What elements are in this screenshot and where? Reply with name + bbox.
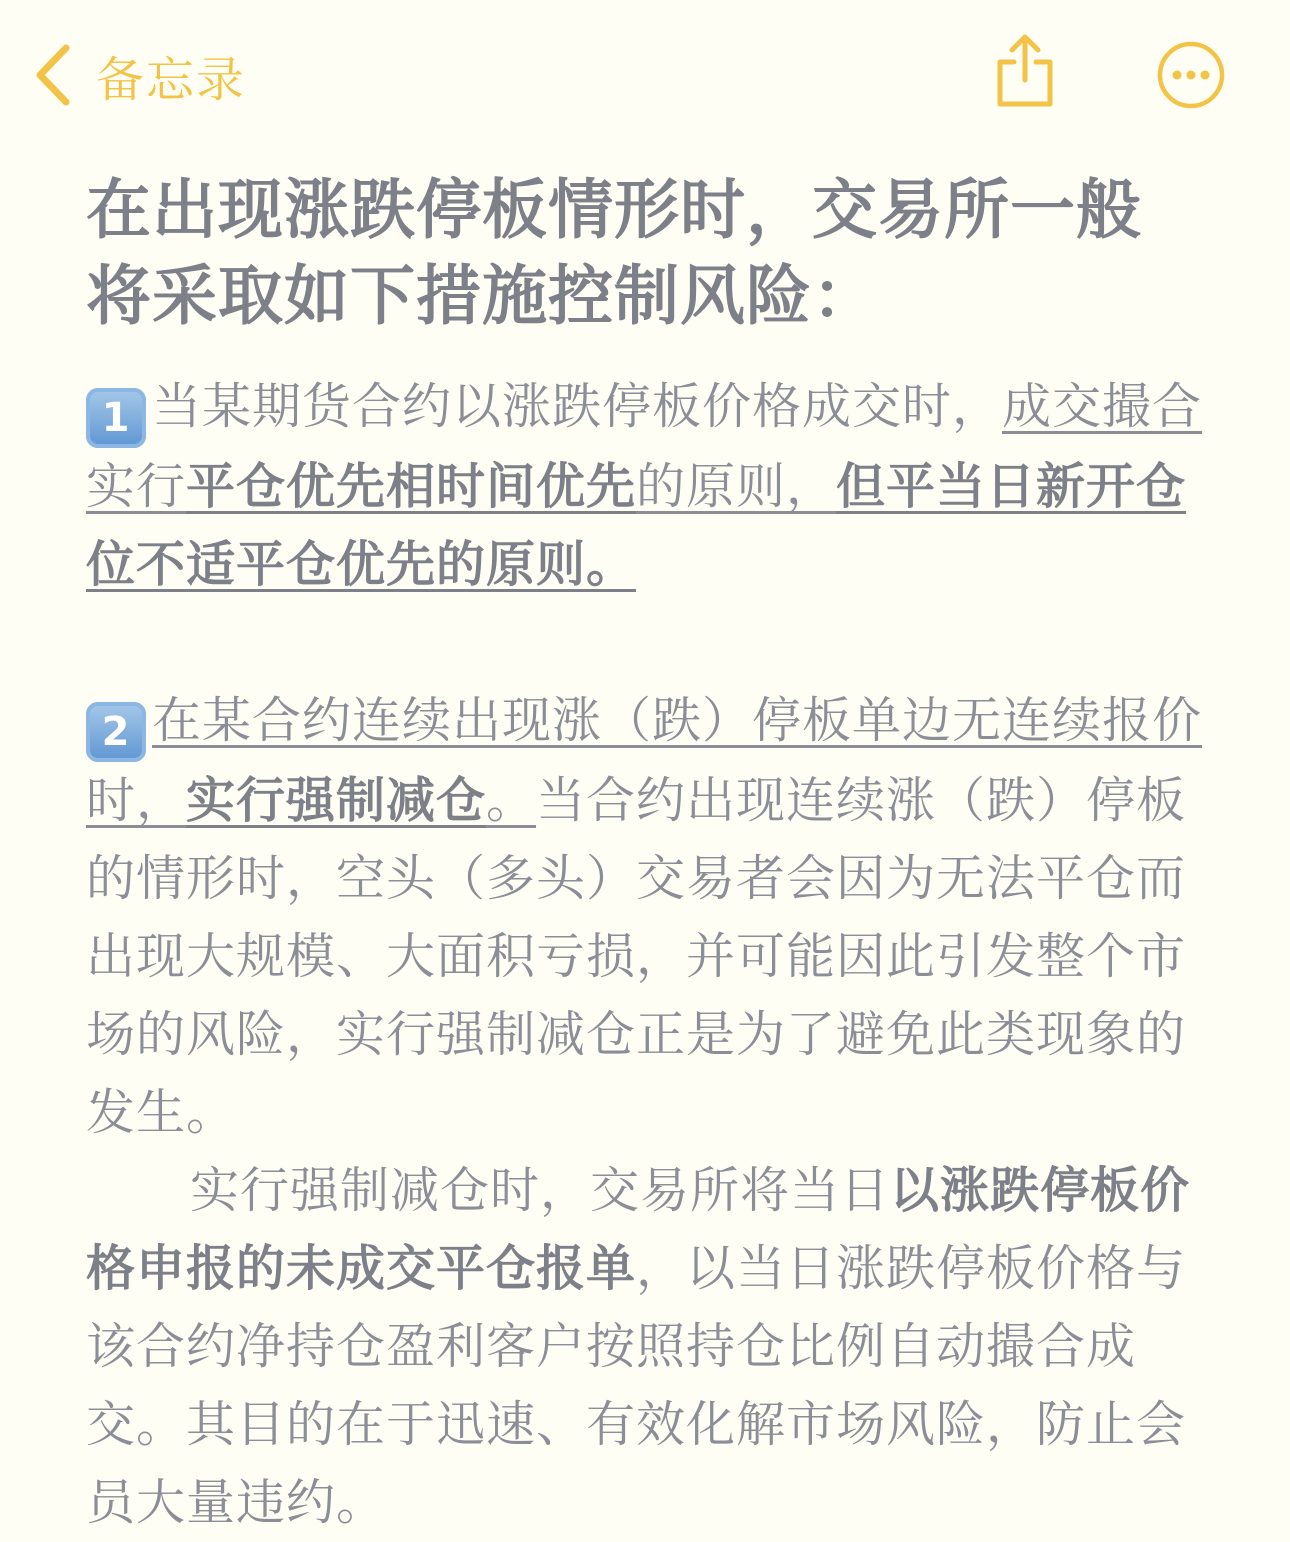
- keycap-two-icon: 2: [86, 702, 146, 762]
- item2-text-d: 当合约出现连续涨（跌）停板的情形时，空头（多头）交易者会因为无法平仓而出现大规模、大面积亏损，并可能因此引发整个市场的风险，实行强制减仓正是为了避免此类现象的发生。: [86, 772, 1187, 1141]
- back-label: 备忘录: [96, 51, 247, 108]
- note-paragraph-3: [86, 1152, 1206, 1542]
- item3-text-a: 实行强制减仓时，交易所将当日: [190, 1162, 891, 1219]
- note-title: 在出现涨跌停板情形时，交易所一般将采取如下措施控制风险：: [86, 173, 1143, 334]
- share-button[interactable]: [992, 32, 1058, 114]
- item3-text-b: 以涨跌停板价格申报的未成交平仓报单: [86, 1162, 1191, 1297]
- navigation-bar: [0, 0, 1290, 150]
- item2-text-c: 。: [486, 772, 537, 829]
- item1-text-b: 成交撮合实行: [86, 378, 1203, 515]
- item1-text-a: 当某期货合约以涨跌停板价格成交时，: [152, 378, 1003, 435]
- note-paragraph-2: [86, 682, 1206, 1152]
- item1-text-c: 平仓优先相时间优先: [186, 458, 637, 515]
- item1-text-e: 但平当日新开仓位不适平仓优先的原则。: [86, 458, 1187, 593]
- keycap-one-icon: 1: [86, 388, 146, 448]
- item2-text-a: 在某合约连续出现涨（跌）停板单边无连续报价时，: [86, 692, 1203, 829]
- item2-text-b: 实行强制减仓: [186, 772, 487, 829]
- note-paragraph-1: [86, 368, 1206, 604]
- share-icon: [992, 32, 1058, 110]
- back-button[interactable]: [34, 40, 246, 110]
- more-icon: [1156, 40, 1226, 110]
- item3-text-c: ，以当日涨跌停板价格与该合约净持仓盈利客户按照持仓比例自动撮合成交。其目的在于迅速、有效化解市场风险，防止会员大量违约。: [86, 1240, 1187, 1531]
- chevron-left-icon: [34, 44, 70, 106]
- item1-text-d: 的原则，: [636, 458, 837, 515]
- blank-line: [86, 604, 1206, 682]
- note-body[interactable]: [86, 168, 1206, 1542]
- more-button[interactable]: [1156, 40, 1226, 114]
